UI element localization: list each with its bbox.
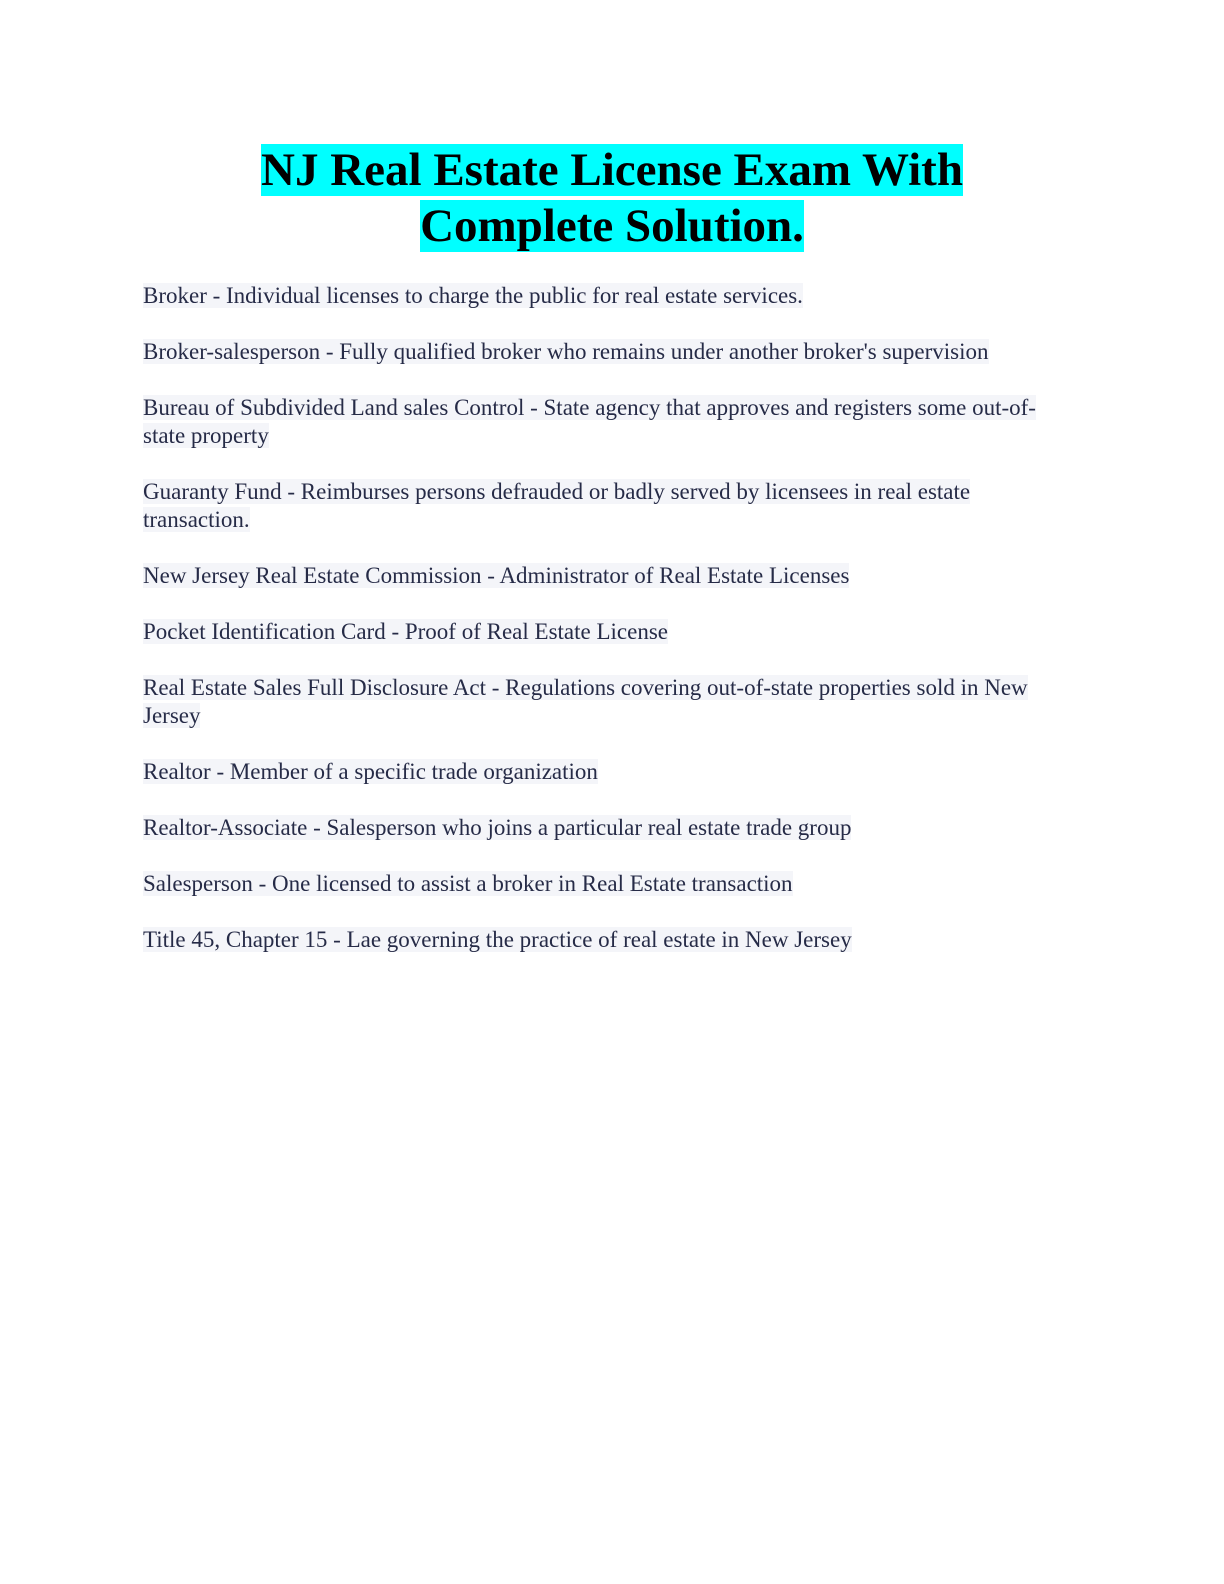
title-line-1: NJ Real Estate License Exam With — [261, 144, 963, 196]
definition-entry — [143, 870, 1068, 898]
definition-entry — [143, 562, 1068, 590]
definition-entry — [143, 478, 1068, 534]
entry-text: Realtor - Member of a specific trade organization — [143, 759, 598, 784]
definition-entry — [143, 282, 1068, 310]
definition-entry — [143, 926, 1068, 954]
definition-entry — [143, 758, 1068, 786]
entry-text: Broker-salesperson - Fully qualified broker who remains under another broker's supervision — [143, 339, 989, 364]
entry-text: Title 45, Chapter 15 - Lae governing the practice of real estate in New Jersey — [143, 927, 852, 952]
title-line-2: Complete Solution. — [420, 200, 804, 252]
entry-text: Realtor-Associate - Salesperson who joins a particular real estate trade group — [143, 815, 852, 840]
definitions-list — [143, 282, 1068, 982]
definition-entry — [143, 394, 1068, 450]
definition-entry — [143, 618, 1068, 646]
entry-text: Broker - Individual licenses to charge the public for real estate services. — [143, 283, 803, 308]
document-title — [0, 142, 1224, 254]
entry-text: Bureau of Subdivided Land sales Control - State agency that approves and registers some out-of-state property — [143, 395, 1036, 448]
definition-entry — [143, 338, 1068, 366]
definition-entry — [143, 674, 1068, 730]
entry-text: Real Estate Sales Full Disclosure Act - Regulations covering out-of-state properties sold in New Jersey — [143, 675, 1028, 728]
entry-text: Salesperson - One licensed to assist a broker in Real Estate transaction — [143, 871, 793, 896]
entry-text: Guaranty Fund - Reimburses persons defrauded or badly served by licensees in real estate transaction. — [143, 479, 971, 532]
entry-text: Pocket Identification Card - Proof of Real Estate License — [143, 619, 668, 644]
definition-entry — [143, 814, 1068, 842]
entry-text: New Jersey Real Estate Commission - Administrator of Real Estate Licenses — [143, 563, 850, 588]
